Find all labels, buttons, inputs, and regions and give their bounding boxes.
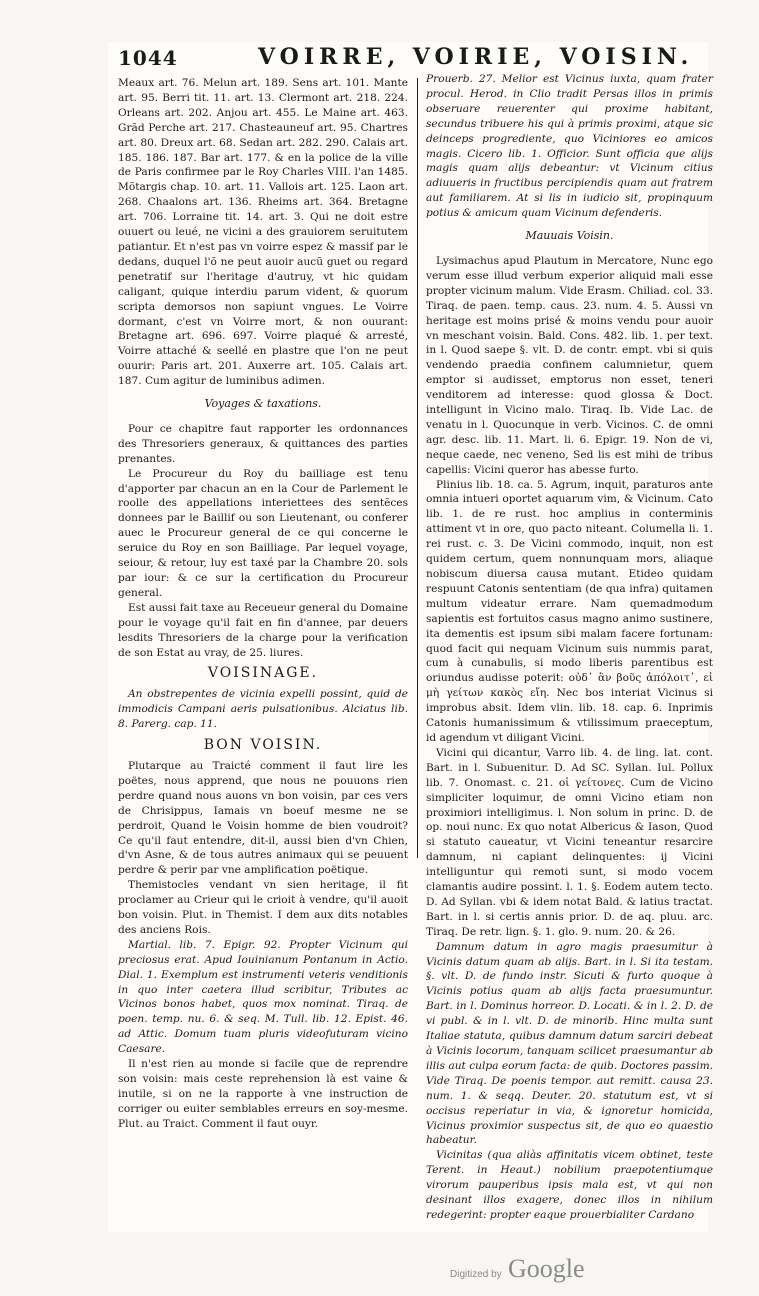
running-title: VOIRRE, VOIRIE, VOISIN. bbox=[258, 44, 694, 70]
paragraph: Plinius lib. 18. ca. 5. Agrum, inquit, paraturos ante omnia intueri oportet aquarum vim, & Vicinum. Cato lib. 1. de re rust. hoc amplius in conterminis attiment vt in ore, quo pacto niteant. Columella li. 1. rei rust. c. 3. De Vicini commodo, inquit, non est quidem certum, quem nonnunquam mors, aliaque nobiscum diuersa causa mutant. Etideo quidam respuunt Catonis sententiam (de qua infra) quitamen multum videatur errare. Nam quemadmodum sapientis est fortuitos casus magno animo sustinere, ita dementis est ipsum sibi malam facere fortunam: quod facit qui nequam Vicinum suis nummis parat, cum à cunabulis, si modo liberis parentibus est oriundus audisse poterit: οὐδ᾽ ἂν βοῦς ἀπόλοιτ᾽, εἰ μὴ γείτων κακὸς εἴη. Nec bos interiat Vicinus si improbus absit. Idem vlin. lib. 18. cap. 6. Inprimis Catonis humanissimum & vtilissimum praeceptum, id agendum vt diligant Vicini. bbox=[426, 478, 713, 744]
digitized-label: Digitized by bbox=[450, 1269, 502, 1280]
paragraph: Pour ce chapitre faut rapporter les ordonnances des Thresoriers generaux, & quittances des parties prenantes. bbox=[118, 422, 408, 465]
paragraph: Meaux art. 76. Melun art. 189. Sens art. 101. Mante art. 95. Berri tit. 11. art. 13. Clermont art. 218. 224. Orleans art. 202. Anjou art. 455. Le Maine art. 463. Grãd Perche art. 217. Chasteauneuf art. 95. Chartres art. 80. Dreux art. 68. Sedan art. 282. 290. Calais art. 185. 186. 187. Bar art. 177. & en la police de la ville de Paris confirmee par le Roy Charles VIII. l'an 1485. Mõtargis chap. 10. art. 11. Vallois art. 125. Laon art. 268. Chaalons art. 136. Rheims art. 364. Bretagne art. 706. Lorraine tit. 14. art. 3. Qui ne doit estre ouuert ou leué, ne vicini a des grauiorem seruitutem patiantur. Et n'est pas vn voirre espez & massif par le dedans, duquel l'õ ne peut auoir aucũ guet ou regard penetratif sur l'heritage d'autruy, vt hic quidam caligant, quique interdiu parum vident, & quorum scripta demorsos non sapiunt vngues. Le Voirre dormant, c'est vn Voirre mort, & non ouurant: Bretagne art. 696. 697. Voirre plaqué & arresté, Voirre attaché & seellé en plastre que l'on ne peut ouurir: Paris art. 201. Auxerre art. 105. Calais art. 187. Cum agitur de luminibus adimen. bbox=[118, 77, 408, 388]
column-divider bbox=[417, 78, 418, 858]
paragraph: Prouerb. 27. Melior est Vicinus iuxta, quam frater procul. Herod. in Clio tradit Persas illos in primis obseruare reuerenter qui proxime habitant, secundus tribuere his qui à primis proximi, atque sic deinceps progrediente, quo Viciniores eo amicos magis. Cicero lib. 1. Officior. Sunt officia que alijs magis quam alijs debeantur: vt Vicinum citius adiuueris in fructibus percipiendis quam aut fratrem aut familiarem. At si lis in iudicio sit, propinquum potius & amicum quam Vicinum defenderis. bbox=[426, 73, 713, 220]
paragraph: Il n'est rien au monde si facile que de reprendre son voisin: mais ceste reprehension là est vaine & inutile, si on ne la rapporte à vne instruction de corriger ou euiter semblables erreurs en soy-mesme. Plut. au Traict. Comment il faut ouyr. bbox=[118, 1058, 408, 1130]
book-page bbox=[108, 42, 713, 1232]
section-title: BON VOISIN. bbox=[203, 737, 323, 754]
paragraph: Vicinitas (qua aliàs affinitatis vicem obtinet, teste Terent. in Heaut.) nobilium praepotentiumque virorum pauperibus ipsis mala est, vt qui non desinant illos exagere, donec illos in nihilum redegerint: propter eaque prouerbialiter Cardano bbox=[426, 1149, 713, 1221]
digitized-watermark bbox=[450, 1254, 650, 1290]
paragraph: Martial. lib. 7. Epigr. 92. Propter Vicinum qui preciosus erat. Apud Iouinianum Pontanum in Actio. Dial. 1. Exemplum est instrumenti veteris venditionis in quo inter caetera illud scribitur, Tributes ac Vicinos bonos habet, quos mox nominat. Tiraq. de poen. temp. nu. 6. & seq. M. Tull. lib. 12. Epist. 46. ad Attic. Domum tuam pluris videofuturam vicino Caesare. bbox=[118, 938, 408, 1056]
paragraph: Lysimachus apud Plautum in Mercatore, Nunc ego verum esse illud verbum experior aliquid mali esse propter vicinum malum. Vide Erasm. Chiliad. col. 33. Tiraq. de paen. temp. caus. 23. num. 4. 5. Aussi vn heritage est moins prisé & moins vendu pour auoir vn meschant voisin. Bald. Cons. 482. lib. 1. per text. in l. Quod saepe §. vlt. D. de contr. empt. vbi si quis vendendo praedia confinem calumnietur, quem emptor si audisset, emptorus non esset, teneri venditorem ad interesse: quod glossa & Doct. intelligunt in Vicino malo. Tiraq. Ib. Vide Lac. de venatu in l. Quocunque in verb. Vicinos. C. de omni agr. desc. lib. 11. Mart. li. 6. Epigr. 19. Non de vi, neque caede, nec veneno, Sed lis est mihi de tribus capellis: Vicini queror has abesse furto. bbox=[426, 254, 713, 476]
left-column bbox=[118, 76, 408, 1132]
section-title: Mauuais Voisin. bbox=[525, 229, 614, 243]
paragraph: Le Procureur du Roy du bailliage est tenu d'apporter par chacun an en la Cour de Parlement le roolle des appellations interiettees des sentẽces donnees par le Baillif ou son Lieutenant, ou conferer auec le Procureur general de ce qui concerne le seruice du Roy en son Bailliage. Par lequel voyage, seiour, & retour, luy est taxé par la Chambre 20. sols par iour: & ce sur la certification du Procureur general. bbox=[118, 467, 408, 599]
google-logo: Google bbox=[508, 1254, 585, 1283]
paragraph: Plutarque au Traicté comment il faut lire les poëtes, nous apprend, que nous ne pouuons rien perdre quand nous auons vn bon voisin, par ces vers de Chrisippus, Iamais vn boeuf mesme ne se perdroit, Quand le Voisin homme de bien voudroit? Ce qu'il faut entendre, dit-il, aussi bien d'vn Chien, d'vn Asne, & de tous autres animaux qui se peuuent perdre & perir par vne amplification poëtique. bbox=[118, 759, 408, 877]
section-title: Voyages & taxations. bbox=[204, 397, 322, 411]
paragraph: Est aussi fait taxe au Receueur general du Domaine pour le voyage qu'il fait en fin d'annee, par deuers lesdits Thresoriers de la charge pour la verification de son Estat au vray, de 25. liures. bbox=[118, 601, 408, 659]
paragraph: An obstrepentes de vicinia expelli possint, quid de immodicis Campani aeris pulsationibus. Alciatus lib. 8. Parerg. cap. 11. bbox=[118, 688, 408, 731]
page-header bbox=[108, 42, 708, 76]
paragraph: Themistocles vendant vn sien heritage, il fit proclamer au Crieur qui le crioit à vendre, qu'il auoit bon voisin. Plut. in Themist. I dem aux dits notables des anciens Rois. bbox=[118, 879, 408, 936]
paragraph: Damnum datum in agro magis praesumitur à Vicinis datum quam ab alijs. Bart. in l. Si ita testam. §. vlt. D. de fundo instr. Sicuti & furto quoque à Vicinis potius quam ab alijs facta praesumuntur. Bart. in l. Dominus horreor. D. Locati. & in l. 2. D. de vi publ. & in l. vlt. D. de minorib. Hinc multa sunt Italiae statuta, quibus damnum datum sarciri debeat à Vicinis locorum, tanquam scilicet praesumantur ab illis aut culpa eorum facta: de quib. Doctores passim. Vide Tiraq. De poenis tempor. aut remitt. causa 23. num. 1. & seqq. Deuter. 20. statutum est, vt si occisus reperiatur in via, & ignoretur homicida, Vicinus proximior suspectus sit, de quo eo quaestio habeatur. bbox=[426, 940, 713, 1147]
paragraph: Vicini qui dicantur, Varro lib. 4. de ling. lat. cont. Bart. in l. Subuenitur. D. Ad SC. Syllan. Iul. Pollux lib. 7. Onomast. c. 21. οἱ γείτονες. Cum de Vicino simpliciter loquimur, de omni Vicino etiam non proximiori intelligimus. l. Non solum in princ. D. de op. noui nunc. Ex quo notat Albericus & Iason, Quod si statuto caueatur, vt Vicini teneantur resarcire damnum, ni capiant delinquentes: ij Vicini intelliguntur qui remoti sunt, si modo vocem clamantis audire possint. l. 1. §. Eodem autem tecto. D. Ad Syllan. vbi & idem notat Bald. & latius tractat. Bart. in l. si certis annis prior. D. de aq. pluu. arc. Tiraq. De retr. lign. §. 1. glo. 9. num. 20. & 26. bbox=[426, 746, 713, 938]
page-number: 1044 bbox=[118, 46, 178, 70]
right-column bbox=[426, 72, 713, 1223]
section-title: VOISINAGE. bbox=[207, 665, 319, 682]
